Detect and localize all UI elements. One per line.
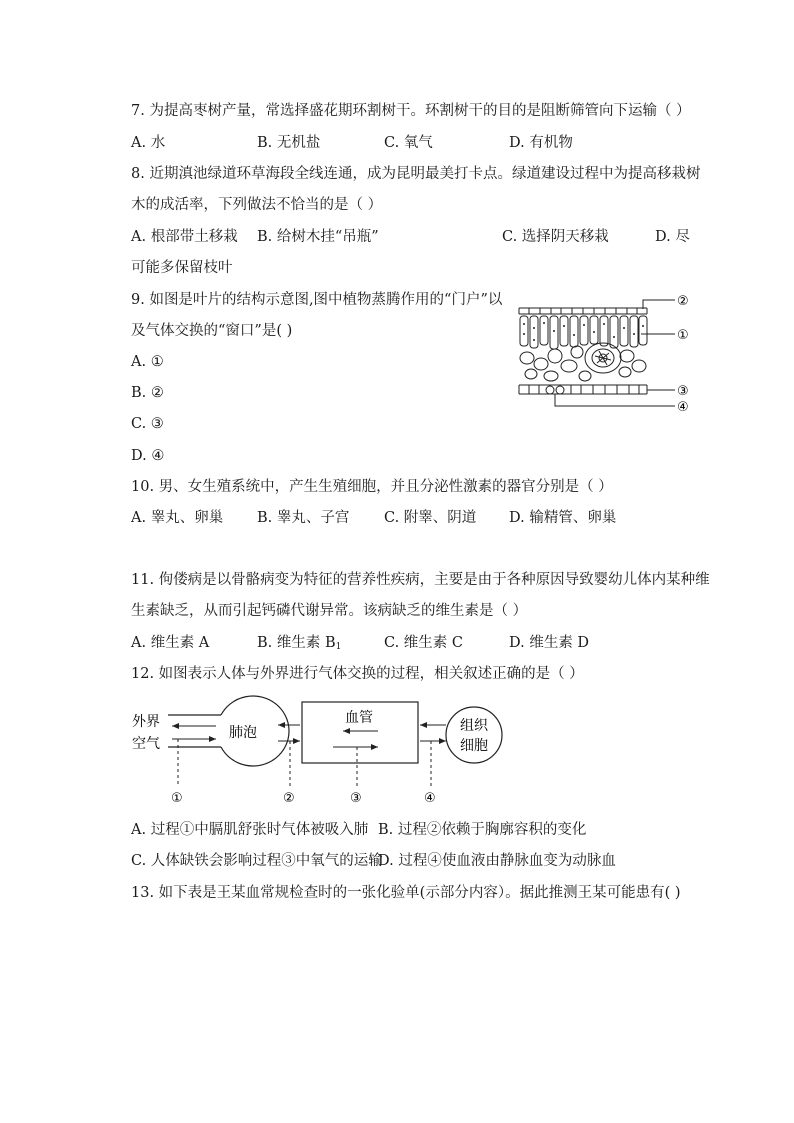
q11-stem-line1: 11. 佝偻病是以骨骼病变为特征的营养性疾病，主要是由于各种原因导致婴幼儿体内某种维 (131, 572, 710, 588)
q7-stem: 7. 为提高枣树产量，常选择盛花期环割树干。环割树干的目的是阻断筛管向下运输（ ） (131, 103, 691, 119)
q8-option-b: B. 给树木挂“吊瓶” (257, 229, 379, 245)
process-marker-3: ③ (350, 791, 362, 806)
q7-option-b: B. 无机盐 (257, 135, 321, 151)
leaf-label-3: ③ (677, 384, 689, 399)
q8-stem-line1: 8. 近期滇池绿道环草海段全线连通，成为昆明最美打卡点。绿道建设过程中为提高移栽树 (131, 166, 701, 182)
q9-option-c: C. ③ (131, 416, 164, 432)
leaf-label-1: ① (677, 328, 689, 343)
q10-option-d: D. 输精管、卵巢 (509, 510, 617, 526)
q13-stem: 13. 如下表是王某血常规检查时的一张化验单(示部分内容）。据此推测王某可能患有( ) (131, 885, 681, 901)
q8-stem-line2: 木的成活率，下列做法不恰当的是（ ） (131, 197, 383, 213)
tissue-cell (446, 707, 502, 763)
q8-option-d: D. 尽 (655, 229, 690, 245)
q8-option-c: C. 选择阴天移栽 (502, 229, 609, 245)
outside-air-label-1: 外界 (132, 714, 160, 730)
q12-option-d: D. 过程④使血液由静脉血变为动脉血 (378, 853, 616, 869)
q7-option-c: C. 氧气 (384, 135, 433, 151)
q10-option-a: A. 睾丸、卵巢 (131, 510, 224, 526)
q12-option-a: A. 过程①中膈肌舒张时气体被吸入肺 (131, 822, 369, 838)
q11-option-b-subscript: 1 (335, 642, 342, 652)
leaf-label-4: ④ (677, 400, 689, 415)
q11-stem-line2: 生素缺乏，从而引起钙磷代谢异常。该病缺乏的维生素是（ ） (131, 603, 528, 619)
q10-option-b: B. 睾丸、子宫 (257, 510, 350, 526)
process-marker-2: ② (283, 791, 295, 806)
upper-epidermis (519, 308, 647, 314)
q7-option-d: D. 有机物 (509, 135, 573, 151)
leaf-label-2: ② (677, 294, 689, 309)
leaf-vein (585, 343, 621, 373)
q8-option-d-continued: 可能多保留枝叶 (131, 260, 233, 276)
q9-option-d: D. ④ (131, 448, 165, 464)
q11-option-a: A. 维生素 A (131, 635, 210, 651)
q9-stem-line2: 及气体交换的“窗口”是( ) (131, 323, 293, 339)
q11-option-d: D. 维生素 D (509, 635, 590, 651)
process-marker-1: ① (171, 791, 183, 806)
q8-option-a: A. 根部带土移栽 (131, 229, 238, 245)
q12-option-b: B. 过程②依赖于胸廓容积的变化 (378, 822, 587, 838)
q11-option-c: C. 维生素 C (384, 635, 463, 651)
gas-exchange-figure (128, 695, 508, 810)
leaf-structure-figure (515, 290, 695, 420)
alveoli-label: 肺泡 (229, 725, 257, 741)
q12-option-c: C. 人体缺铁会影响过程③中氧气的运输 (131, 853, 383, 869)
vessel-label: 血管 (345, 710, 373, 726)
q9-option-b: B. ② (131, 385, 164, 401)
spongy-layer (520, 346, 646, 381)
lower-epidermis (519, 385, 647, 394)
q9-option-a: A. ① (131, 354, 164, 370)
q11-option-b: B. 维生素 $B_1$ (257, 635, 342, 652)
q10-option-c: C. 附睾、阴道 (384, 510, 477, 526)
q9-stem-line1: 9. 如图是叶片的结构示意图,图中植物蒸腾作用的“门户”以 (131, 292, 503, 308)
outside-air-label-2: 空气 (132, 736, 160, 752)
tissue-label-2: 细胞 (460, 738, 488, 754)
q7-option-a: A. 水 (131, 135, 166, 151)
q10-stem: 10. 男、女生殖系统中，产生生殖细胞，并且分泌性激素的器官分别是（ ） (131, 479, 613, 495)
q12-stem: 12. 如图表示人体与外界进行气体交换的过程，相关叙述正确的是（ ） (131, 666, 584, 682)
palisade-layer (520, 316, 647, 349)
process-marker-4: ④ (424, 791, 436, 806)
tissue-label-1: 组织 (460, 718, 488, 734)
stoma (546, 386, 564, 394)
